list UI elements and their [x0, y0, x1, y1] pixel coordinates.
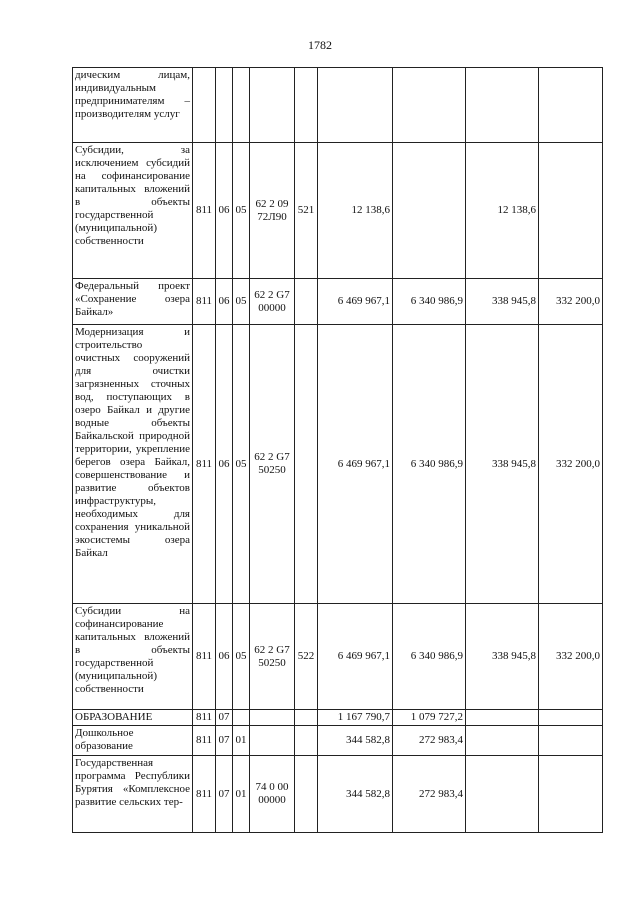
- vr-cell: [295, 710, 318, 726]
- csr-cell: 62 2 09 72Л90: [250, 143, 295, 279]
- table-row: [73, 279, 603, 325]
- row-name-cell: Государственная программа Республики Бурятия «Комплексное развитие сельских тер-: [73, 756, 193, 833]
- table-row: [73, 325, 603, 604]
- budget-table: [72, 67, 603, 833]
- table-row: [73, 143, 603, 279]
- pr-cell: 05: [233, 325, 250, 604]
- amount-2-cell: 272 983,4: [393, 756, 466, 833]
- row-name-cell: Субсидии на софинансирование капитальных вложений в объекты государственной (муниципальной) собственности: [73, 604, 193, 710]
- amount-1-cell: 12 138,6: [318, 143, 393, 279]
- amount-1-cell: 344 582,8: [318, 756, 393, 833]
- rz-cell: [216, 68, 233, 143]
- grbs-cell: 811: [193, 710, 216, 726]
- amount-2-cell: 6 340 986,9: [393, 279, 466, 325]
- csr-cell: 62 2 G7 50250: [250, 325, 295, 604]
- pr-cell: 01: [233, 726, 250, 756]
- row-name-cell: Федеральный проект «Сохранение озера Байкал»: [73, 279, 193, 325]
- vr-cell: [295, 325, 318, 604]
- csr-cell: 62 2 G7 50250: [250, 604, 295, 710]
- rz-cell: 06: [216, 279, 233, 325]
- page-number: 1782: [308, 38, 332, 52]
- amount-3-cell: [466, 710, 539, 726]
- csr-cell: [250, 710, 295, 726]
- vr-cell: [295, 279, 318, 325]
- amount-3-cell: 12 138,6: [466, 143, 539, 279]
- amount-2-cell: 6 340 986,9: [393, 604, 466, 710]
- amount-4-cell: [539, 726, 603, 756]
- amount-1-cell: 6 469 967,1: [318, 279, 393, 325]
- table-row: [73, 68, 603, 143]
- vr-cell: 521: [295, 143, 318, 279]
- csr-cell: 74 0 00 00000: [250, 756, 295, 833]
- amount-4-cell: [539, 68, 603, 143]
- amount-2-cell: [393, 143, 466, 279]
- rz-cell: 06: [216, 143, 233, 279]
- amount-4-cell: [539, 756, 603, 833]
- rz-cell: 07: [216, 710, 233, 726]
- pr-cell: 05: [233, 604, 250, 710]
- grbs-cell: 811: [193, 726, 216, 756]
- pr-cell: 01: [233, 756, 250, 833]
- amount-1-cell: [318, 68, 393, 143]
- amount-4-cell: 332 200,0: [539, 325, 603, 604]
- grbs-cell: 811: [193, 325, 216, 604]
- amount-1-cell: 6 469 967,1: [318, 325, 393, 604]
- amount-4-cell: [539, 710, 603, 726]
- table-row: [73, 710, 603, 726]
- grbs-cell: 811: [193, 279, 216, 325]
- pr-cell: 05: [233, 279, 250, 325]
- grbs-cell: 811: [193, 604, 216, 710]
- pr-cell: [233, 68, 250, 143]
- amount-4-cell: 332 200,0: [539, 279, 603, 325]
- vr-cell: 522: [295, 604, 318, 710]
- amount-4-cell: [539, 143, 603, 279]
- grbs-cell: 811: [193, 143, 216, 279]
- rz-cell: 07: [216, 756, 233, 833]
- pr-cell: [233, 710, 250, 726]
- vr-cell: [295, 756, 318, 833]
- table-row: [73, 604, 603, 710]
- row-name-cell: Дошкольное образование: [73, 726, 193, 756]
- amount-2-cell: 1 079 727,2: [393, 710, 466, 726]
- amount-3-cell: 338 945,8: [466, 279, 539, 325]
- amount-2-cell: 6 340 986,9: [393, 325, 466, 604]
- grbs-cell: [193, 68, 216, 143]
- table-row: [73, 726, 603, 756]
- amount-2-cell: 272 983,4: [393, 726, 466, 756]
- row-name-cell: ОБРАЗОВАНИЕ: [73, 710, 193, 726]
- pr-cell: 05: [233, 143, 250, 279]
- row-name-cell: Субсидии, за исключением субсидий на софинансирование капитальных вложений в объекты государственной (муниципальной) собственности: [73, 143, 193, 279]
- vr-cell: [295, 726, 318, 756]
- amount-3-cell: [466, 756, 539, 833]
- amount-3-cell: [466, 68, 539, 143]
- amount-3-cell: [466, 726, 539, 756]
- rz-cell: 07: [216, 726, 233, 756]
- table-row: [73, 756, 603, 833]
- amount-1-cell: 6 469 967,1: [318, 604, 393, 710]
- amount-3-cell: 338 945,8: [466, 325, 539, 604]
- row-name-cell: Модернизация и строительство очистных сооружений для очистки загрязненных сточных вод, поступающих в озеро Байкал и другие водные объекты Байкальской природной территории, укрепление берегов озера Байкал, совершенствование и развитие объектов инфраструктуры, необходимых для сохранения уникальной экосистемы озера Байкал: [73, 325, 193, 604]
- rz-cell: 06: [216, 325, 233, 604]
- grbs-cell: 811: [193, 756, 216, 833]
- amount-3-cell: 338 945,8: [466, 604, 539, 710]
- csr-cell: 62 2 G7 00000: [250, 279, 295, 325]
- rz-cell: 06: [216, 604, 233, 710]
- row-name-cell: дическим лицам, индивидуальным предпринимателям – производителям услуг: [73, 68, 193, 143]
- amount-2-cell: [393, 68, 466, 143]
- csr-cell: [250, 68, 295, 143]
- amount-1-cell: 1 167 790,7: [318, 710, 393, 726]
- csr-cell: [250, 726, 295, 756]
- vr-cell: [295, 68, 318, 143]
- amount-1-cell: 344 582,8: [318, 726, 393, 756]
- amount-4-cell: 332 200,0: [539, 604, 603, 710]
